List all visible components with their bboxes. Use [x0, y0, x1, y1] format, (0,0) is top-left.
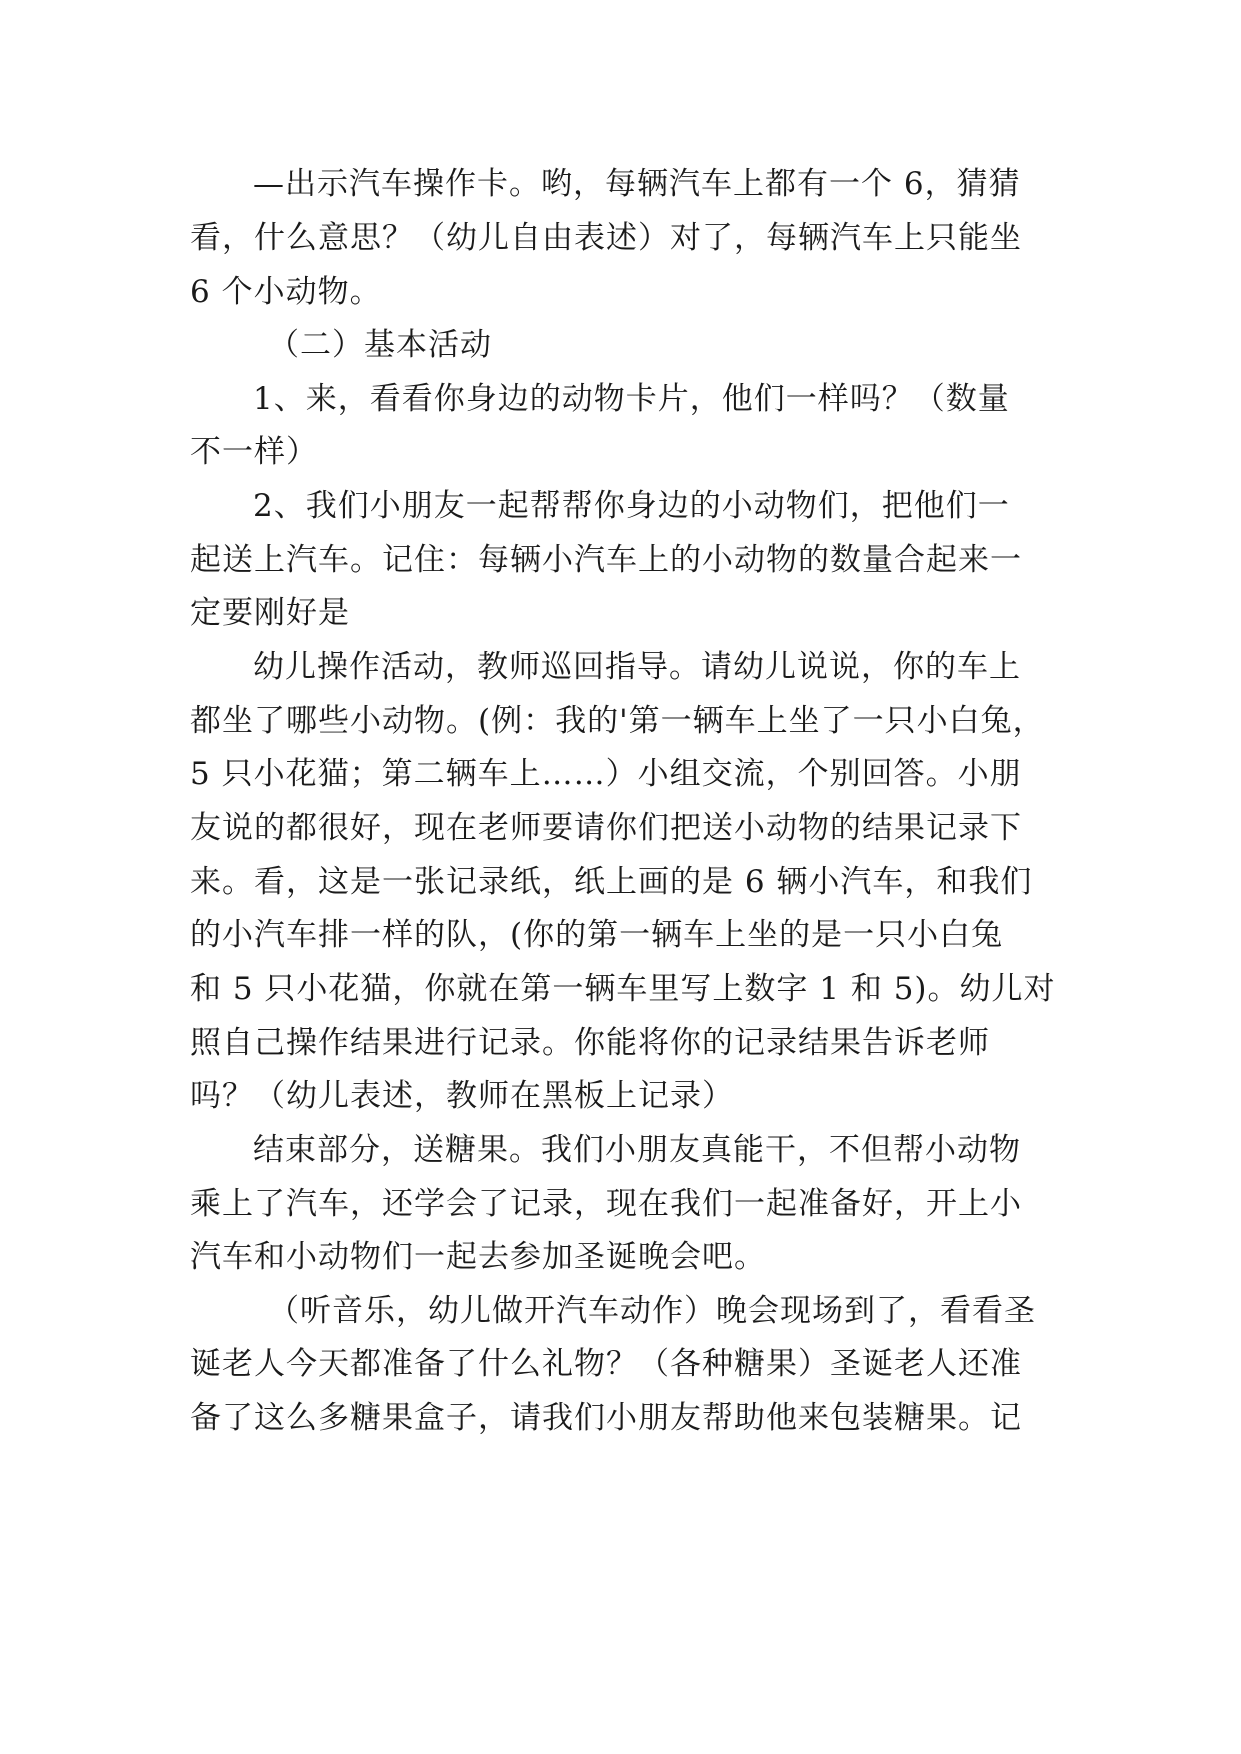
paragraph-line: 的小汽车排一样的队，(你的第一辆车上坐的是一只小白兔 [190, 917, 1004, 953]
section-heading: （二）基本活动 [268, 327, 492, 363]
paragraph-line: 结束部分，送糖果。我们小朋友真能干，不但帮小动物 [253, 1132, 1021, 1168]
paragraph-line: 定要刚好是 [190, 595, 350, 631]
paragraph-line: 诞老人今天都准备了什么礼物？（各种糖果）圣诞老人还准 [190, 1346, 1022, 1382]
paragraph-line: 友说的都很好，现在老师要请你们把送小动物的结果记录下 [190, 810, 1022, 846]
paragraph-line: 6 个小动物。 [190, 274, 382, 310]
paragraph-line: 备了这么多糖果盒子，请我们小朋友帮助他来包装糖果。记 [190, 1400, 1022, 1436]
paragraph-line: 2、我们小朋友一起帮帮你身边的小动物们，把他们一 [253, 488, 1010, 524]
paragraph-line: 来。看，这是一张记录纸，纸上画的是 6 辆小汽车，和我们 [190, 864, 1033, 900]
paragraph-line: 不一样） [190, 434, 318, 470]
paragraph-line: 汽车和小动物们一起去参加圣诞晚会吧。 [190, 1239, 766, 1275]
paragraph-line: 和 5 只小花猫，你就在第一辆车里写上数字 1 和 5)。幼儿对 [190, 971, 1056, 1007]
paragraph-line: 起送上汽车。记住：每辆小汽车上的小动物的数量合起来一 [190, 542, 1022, 578]
paragraph-line: （听音乐，幼儿做开汽车动作）晚会现场到了，看看圣 [268, 1293, 1036, 1329]
paragraph-line: —出示汽车操作卡。哟，每辆汽车上都有一个 6，猜猜 [253, 166, 1021, 202]
paragraph-line: 乘上了汽车，还学会了记录，现在我们一起准备好，开上小 [190, 1186, 1022, 1222]
paragraph-line: 吗？（幼儿表述，教师在黑板上记录） [190, 1078, 734, 1114]
paragraph-line: 都坐了哪些小动物。(例：我的'第一辆车上坐了一只小白兔， [190, 703, 1045, 739]
paragraph-line: 看，什么意思？（幼儿自由表述）对了，每辆汽车上只能坐 [190, 220, 1022, 256]
paragraph-line: 幼儿操作活动，教师巡回指导。请幼儿说说，你的车上 [253, 649, 1021, 685]
paragraph-line: 1、来，看看你身边的动物卡片，他们一样吗？（数量 [253, 381, 1010, 417]
paragraph-line: 5 只小花猫；第二辆车上……）小组交流，个别回答。小朋 [190, 756, 1022, 792]
paragraph-line: 照自己操作结果进行记录。你能将你的记录结果告诉老师 [190, 1025, 990, 1061]
